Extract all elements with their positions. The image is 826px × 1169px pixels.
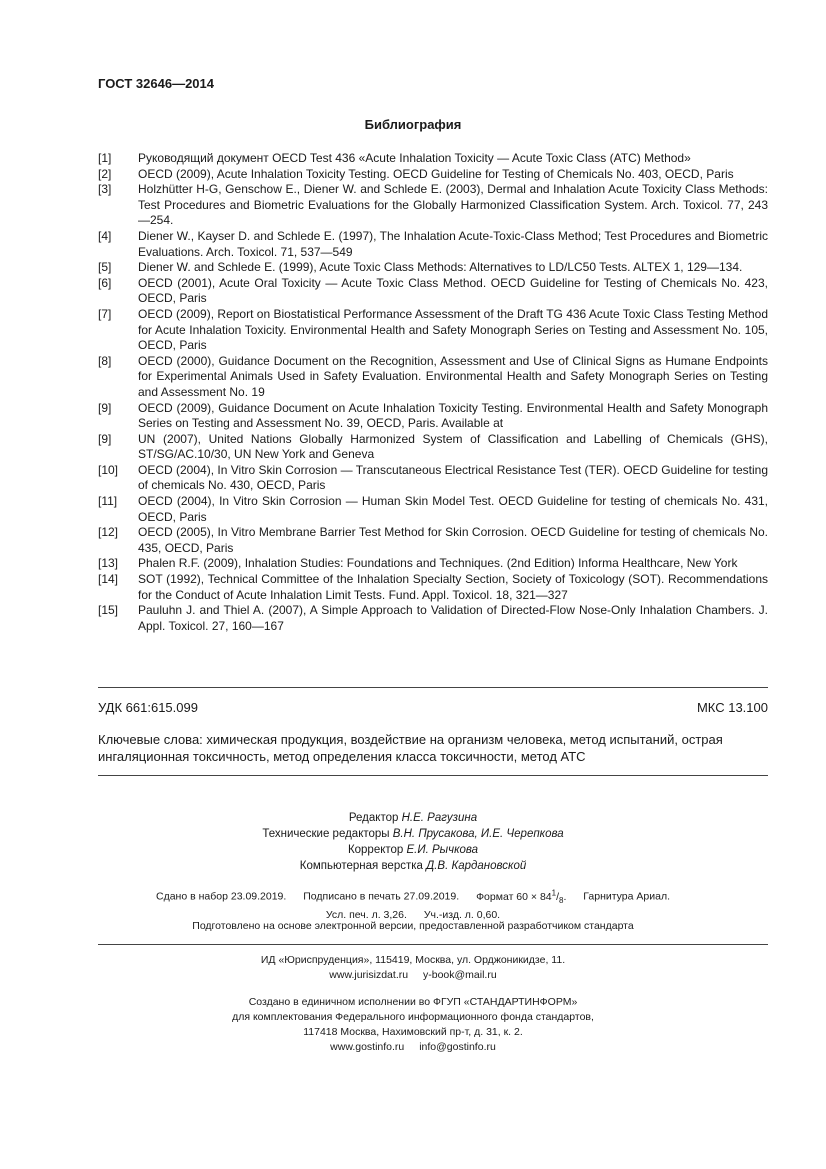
prepared-note: Подготовлено на основе электронной версии, предоставленной разработчиком стандарта: [192, 920, 634, 932]
bibliography-item: [98, 494, 768, 525]
producer-email-link[interactable]: info@gostinfo.ru: [419, 1041, 496, 1053]
bibliography-item: [98, 260, 768, 276]
bibliography-item: [98, 572, 768, 603]
bibliography-item-text: OECD (2009), Acute Inhalation Toxicity Testing. OECD Guideline for Testing of Chemicals No. 403, OECD, Paris: [138, 166, 734, 181]
bibliography-item: [98, 354, 768, 401]
format-prefix: Формат 60 × 84: [476, 890, 552, 903]
divider-top: [98, 687, 768, 688]
bibliography-item: [98, 167, 768, 183]
keywords: Ключевые слова: химическая продукция, воздействие на организм человека, метод испытаний, острая ингаляционная токсичность, метод определения класса токсичности, метод АТС: [98, 732, 723, 764]
bibliography-item-text: OECD (2000), Guidance Document on the Recognition, Assessment and Use of Clinical Signs as Humane Endpoints for Experimental Animals Used in Safety Evaluation. Environmental Health and Safety Monograph Series on Testing and Assessment No. 19: [138, 353, 768, 399]
publisher-site-link[interactable]: www.jurisizdat.ru: [329, 969, 409, 981]
credit-layout: [0, 858, 826, 874]
producer-info: [0, 995, 826, 1055]
publisher-address: ИД «Юриспруденция», 115419, Москва, ул. Орджоникидзе, 11.: [260, 954, 566, 966]
credit-person: Д.В. Кардановской: [426, 860, 527, 872]
bibliography-item-number: [5]: [98, 260, 112, 275]
credits: [0, 810, 826, 874]
paper-format: Формат $60 \times 84^1/_8$.: [476, 888, 567, 905]
bibliography-title: Библиография: [364, 117, 462, 132]
bibliography-item: [98, 463, 768, 494]
publishing-sheets: Уч.-изд. л. 0,60.: [423, 908, 501, 921]
bibliography-item: [98, 432, 768, 463]
publisher-info: [0, 953, 826, 983]
bibliography-item-text: OECD (2005), In Vitro Membrane Barrier Test Method for Skin Corrosion. OECD Guideline for testing of chemicals No. 435, OECD, Paris: [138, 525, 768, 555]
producer-contacts: [0, 1040, 826, 1055]
bibliography-item: [98, 182, 768, 229]
bibliography-item-number: [6]: [98, 275, 112, 290]
bibliography-list: [98, 151, 768, 634]
credit-person: Е.И. Рычкова: [406, 844, 479, 856]
bibliography-item-number: [15]: [98, 603, 119, 618]
bibliography-item: [98, 603, 768, 634]
bibliography-item-number: [7]: [98, 306, 112, 321]
bibliography-item: [98, 556, 768, 572]
bibliography-item-number: [14]: [98, 572, 119, 587]
bibliography-item-text: Diener W., Kayser D. and Schlede E. (1997), The Inhalation Acute-Toxic-Class Method; Test Procedures and Biometric Evaluations. Arch. Toxicol. 71, 537—549: [138, 228, 768, 259]
bibliography-item-text: SOT (1992), Technical Committee of the Inhalation Specialty Section, Society of Toxicology (SOT). Recommendations for the Conduct of Acute Inhalation Limit Tests. Fund. Appl. Toxicol. 18, 321—327: [138, 572, 768, 602]
credit-corrector: [0, 842, 826, 858]
document-code: ГОСТ 32646—2014: [98, 76, 214, 91]
bibliography-item-text: OECD (2001), Acute Oral Toxicity — Acute Toxic Class Method. OECD Guideline for Testing of Chemicals No. 423, OECD, Paris: [138, 275, 768, 306]
bibliography-item-text: Phalen R.F. (2009), Inhalation Studies: Foundations and Techniques. (2nd Edition) Informa Healthcare, New York: [138, 556, 738, 571]
bibliography-item-number: [1]: [98, 151, 112, 165]
submitted-date: Сдано в набор 23.09.2019.: [156, 890, 287, 903]
bibliography-item-text: Holzhütter H-G, Genschow E., Diener W. and Schlede E. (2003), Dermal and Inhalation Acute Toxicity Class Methods: Test Procedures and Biometric Evaluations for the Globally Harmonized Classification System. Arch. Toxicol. 77, 243—254.: [138, 182, 768, 228]
print-info-line-1: [0, 885, 826, 908]
bibliography-item-text: Diener W. and Schlede E. (1999), Acute Toxic Class Methods: Alternatives to LD/LC50 Tests. ALTEX 1, 129—134.: [138, 260, 743, 275]
bibliography-item: [98, 525, 768, 556]
bibliography-item-number: [4]: [98, 228, 112, 243]
bibliography-item-number: [9]: [98, 431, 112, 446]
credit-role: Корректор: [347, 844, 404, 856]
bibliography-item: [98, 307, 768, 354]
credit-role: Редактор: [348, 812, 399, 824]
format-sub: 8: [559, 895, 564, 905]
signed-date: Подписано в печать 27.09.2019.: [303, 890, 460, 903]
bibliography-item-number: [11]: [98, 494, 118, 509]
bibliography-item: [98, 401, 768, 432]
typeface: Гарнитура Ариал.: [583, 890, 670, 903]
producer-line-2: для комплектования Федерального информационного фонда стандартов,: [232, 1011, 594, 1023]
format-sup: 1: [551, 888, 557, 897]
print-info: [0, 885, 826, 923]
bibliography-item-text: OECD (2004), In Vitro Skin Corrosion — Human Skin Model Test. OECD Guideline for testing of chemicals No. 431, OECD, Paris: [138, 494, 768, 524]
credit-role: Компьютерная верстка: [299, 860, 423, 872]
bibliography-item-text: Pauluhn J. and Thiel A. (2007), A Simple Approach to Validation of Directed-Flow Nose-Only Inhalation Chambers. J. Appl. Toxicol. 27, 160—167: [138, 603, 768, 633]
credit-person: В.Н. Прусакова, И.Е. Черепкова: [392, 828, 564, 840]
bibliography-item-number: [10]: [98, 462, 119, 477]
divider-bottom: [98, 944, 768, 945]
bibliography-item: [98, 229, 768, 260]
producer-line-3: 117418 Москва, Нахимовский пр-т, д. 31, к. 2.: [303, 1026, 523, 1038]
bibliography-item: [98, 151, 768, 167]
bibliography-item-number: [3]: [98, 182, 112, 197]
publisher-contacts: [0, 968, 826, 983]
credit-tech-editors: [0, 826, 826, 842]
divider-middle: [98, 775, 768, 776]
bibliography-item-number: [2]: [98, 166, 112, 181]
credit-editor: [0, 810, 826, 826]
bibliography-item-text: Руководящий документ OECD Test 436 «Acute Inhalation Toxicity — Acute Toxic Class (ATC) Method»: [138, 151, 691, 165]
bibliography-item-number: [9]: [98, 400, 112, 415]
udk-code: УДК 661:615.099: [98, 700, 198, 715]
print-sheets: Усл. печ. л. 3,26.: [325, 908, 407, 921]
publisher-email-link[interactable]: y-book@mail.ru: [423, 969, 497, 981]
bibliography-item-number: [12]: [98, 525, 119, 540]
bibliography-item-text: OECD (2009), Report on Biostatistical Performance Assessment of the Draft TG 436 Acute Toxic Class Testing Method for Acute Inhalation Toxicity. Environmental Health and Safety Monograph Series on Testing and Assessment No. 105, OECD, Paris: [138, 306, 768, 353]
mks-code: МКС 13.100: [696, 700, 768, 715]
producer-site-link[interactable]: www.gostinfo.ru: [330, 1041, 405, 1053]
bibliography-item-text: OECD (2004), In Vitro Skin Corrosion — Transcutaneous Electrical Resistance Test (TER). OECD Guideline for testing of chemicals No. 430, OECD, Paris: [138, 462, 768, 493]
bibliography-item: [98, 276, 768, 307]
bibliography-item-number: [8]: [98, 353, 112, 368]
bibliography-item-text: OECD (2009), Guidance Document on Acute Inhalation Toxicity Testing. Environmental Health and Safety Monograph Series on Testing and Assessment No. 39, OECD, Paris. Available at: [138, 400, 768, 431]
producer-line-1: Создано в единичном исполнении во ФГУП «СТАНДАРТИНФОРМ»: [248, 996, 578, 1008]
credit-person: Н.Е. Рагузина: [401, 812, 478, 824]
bibliography-item-text: UN (2007), United Nations Globally Harmonized System of Classification and Labelling of Chemicals (GHS), ST/SG/AC.10/30, UN New York and Geneva: [138, 431, 768, 462]
credit-role: Технические редакторы: [262, 828, 390, 840]
bibliography-item-number: [13]: [98, 556, 119, 571]
